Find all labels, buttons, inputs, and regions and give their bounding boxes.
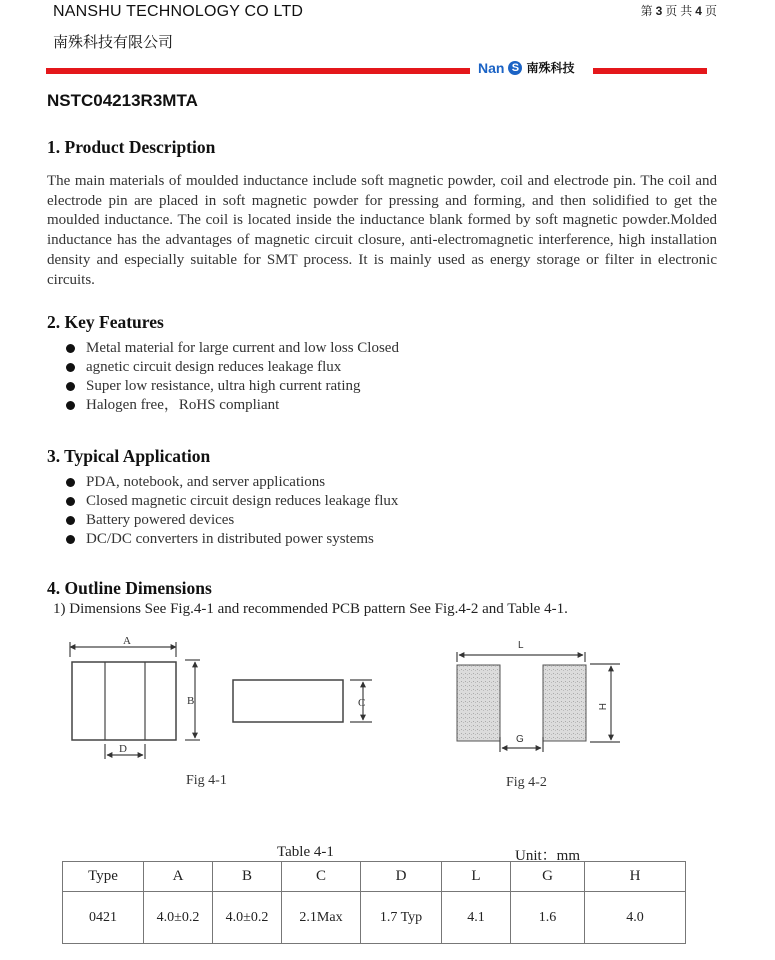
- list-item: [66, 530, 398, 549]
- list-item: [66, 511, 398, 530]
- table-cell: 1.7 Typ: [361, 892, 442, 944]
- list-item-text: Super low resistance, ultra high current rating: [86, 378, 361, 394]
- fig4-1-label-d: D: [119, 743, 127, 755]
- section-title-applications: 3. Typical Application: [47, 446, 211, 466]
- list-item: [66, 396, 399, 415]
- applications-list: [66, 473, 398, 549]
- page-number: [641, 2, 717, 19]
- fig4-1-label-a: A: [123, 635, 131, 647]
- list-item: [66, 377, 399, 396]
- logo-s-icon: S: [508, 61, 522, 75]
- table-header-cell: H: [585, 862, 686, 892]
- fig4-1-top-view: [70, 642, 200, 759]
- table-cell: 4.1: [442, 892, 511, 944]
- table-header-cell: L: [442, 862, 511, 892]
- table-header-cell: B: [213, 862, 282, 892]
- logo-chinese-text: 南殊科技: [526, 61, 575, 75]
- fig4-2-caption: Fig 4-2: [506, 775, 547, 790]
- fig4-2-pcb-pattern: [457, 652, 620, 752]
- list-item-text: PDA, notebook, and server applications: [86, 474, 326, 490]
- list-item: [66, 339, 399, 358]
- section-title-features: 2. Key Features: [47, 312, 164, 332]
- list-item: [66, 492, 398, 511]
- list-item-text: Battery powered devices: [86, 512, 235, 528]
- section-title-outline: 4. Outline Dimensions: [47, 578, 212, 598]
- bullet-icon: [66, 363, 75, 372]
- page-prefix: 第: [640, 4, 653, 18]
- list-item-text: Metal material for large current and low loss Closed: [86, 340, 399, 356]
- header-rule-left: [46, 68, 470, 74]
- table-cell: 4.0±0.2: [213, 892, 282, 944]
- table-header-cell: A: [144, 862, 213, 892]
- list-item-text: agnetic circuit design reduces leakage flux: [86, 359, 342, 375]
- page-suffix: 页: [704, 4, 717, 18]
- fig4-1-label-c: C: [358, 697, 366, 709]
- dimensions-note: 1) Dimensions See Fig.4-1 and recommended PCB pattern See Fig.4-2 and Table 4-1.: [53, 601, 568, 617]
- fig4-1-label-b: B: [187, 695, 195, 707]
- page-total: 4: [695, 4, 702, 18]
- bullet-icon: [66, 497, 75, 506]
- part-number: NSTC04213R3MTA: [47, 91, 198, 110]
- table-header-row: [63, 862, 686, 892]
- list-item: [66, 473, 398, 492]
- table-cell: 4.0±0.2: [144, 892, 213, 944]
- table-cell: 4.0: [585, 892, 686, 944]
- company-name-english: NANSHU TECHNOLOGY CO LTD: [53, 3, 304, 20]
- fig4-2-label-h: H: [596, 703, 607, 711]
- table-header-cell: Type: [63, 862, 144, 892]
- features-list: [66, 339, 399, 415]
- fig4-1-side-view: [233, 680, 372, 722]
- brand-logo: [478, 59, 574, 76]
- section-title-description: 1. Product Description: [47, 137, 216, 157]
- table-cell: 2.1Max: [282, 892, 361, 944]
- company-name-chinese: 南殊科技有限公司: [53, 33, 174, 51]
- table-header-cell: D: [361, 862, 442, 892]
- outline-figures: [60, 632, 630, 797]
- bullet-icon: [66, 344, 75, 353]
- table-cell: 0421: [63, 892, 144, 944]
- logo-text: Nan: [478, 59, 505, 76]
- table-cell: 1.6: [511, 892, 585, 944]
- dimensions-table: [62, 861, 686, 944]
- fig4-2-label-g: G: [516, 734, 524, 745]
- page-mid: 页 共: [665, 4, 693, 18]
- table-row: [63, 892, 686, 944]
- list-item: [66, 358, 399, 377]
- table-unit: Unit：mm: [515, 848, 581, 864]
- table-caption: Table 4-1: [277, 844, 334, 860]
- bullet-icon: [66, 478, 75, 487]
- bullet-icon: [66, 535, 75, 544]
- fig4-1-caption: Fig 4-1: [186, 773, 227, 788]
- table-header-cell: C: [282, 862, 361, 892]
- bullet-icon: [66, 516, 75, 525]
- bullet-icon: [66, 382, 75, 391]
- description-paragraph: The main materials of moulded inductance include soft magnetic powder, coil and electrode pin. The coil and electrode pin are placed in soft magnetic powder for pressing and forming, and then solidified to get the moulded inductance. The coil is located inside the inductance blank formed by soft magnetic powder.Molded inductance has the advantages of magnetic circuit closure, anti-electromagnetic interference, high installation density and especially suitable for SMT process. It is mainly used as energy storage or filter in electronic circuits.: [47, 173, 717, 288]
- page-current: 3: [655, 4, 663, 18]
- list-item-text: Halogen free，RoHS compliant: [86, 397, 280, 413]
- bullet-icon: [66, 401, 75, 410]
- list-item-text: DC/DC converters in distributed power systems: [86, 531, 374, 547]
- list-item-text: Closed magnetic circuit design reduces leakage flux: [86, 493, 399, 509]
- header-rule-right: [593, 68, 707, 74]
- fig4-2-label-l: L: [518, 640, 524, 651]
- table-header-cell: G: [511, 862, 585, 892]
